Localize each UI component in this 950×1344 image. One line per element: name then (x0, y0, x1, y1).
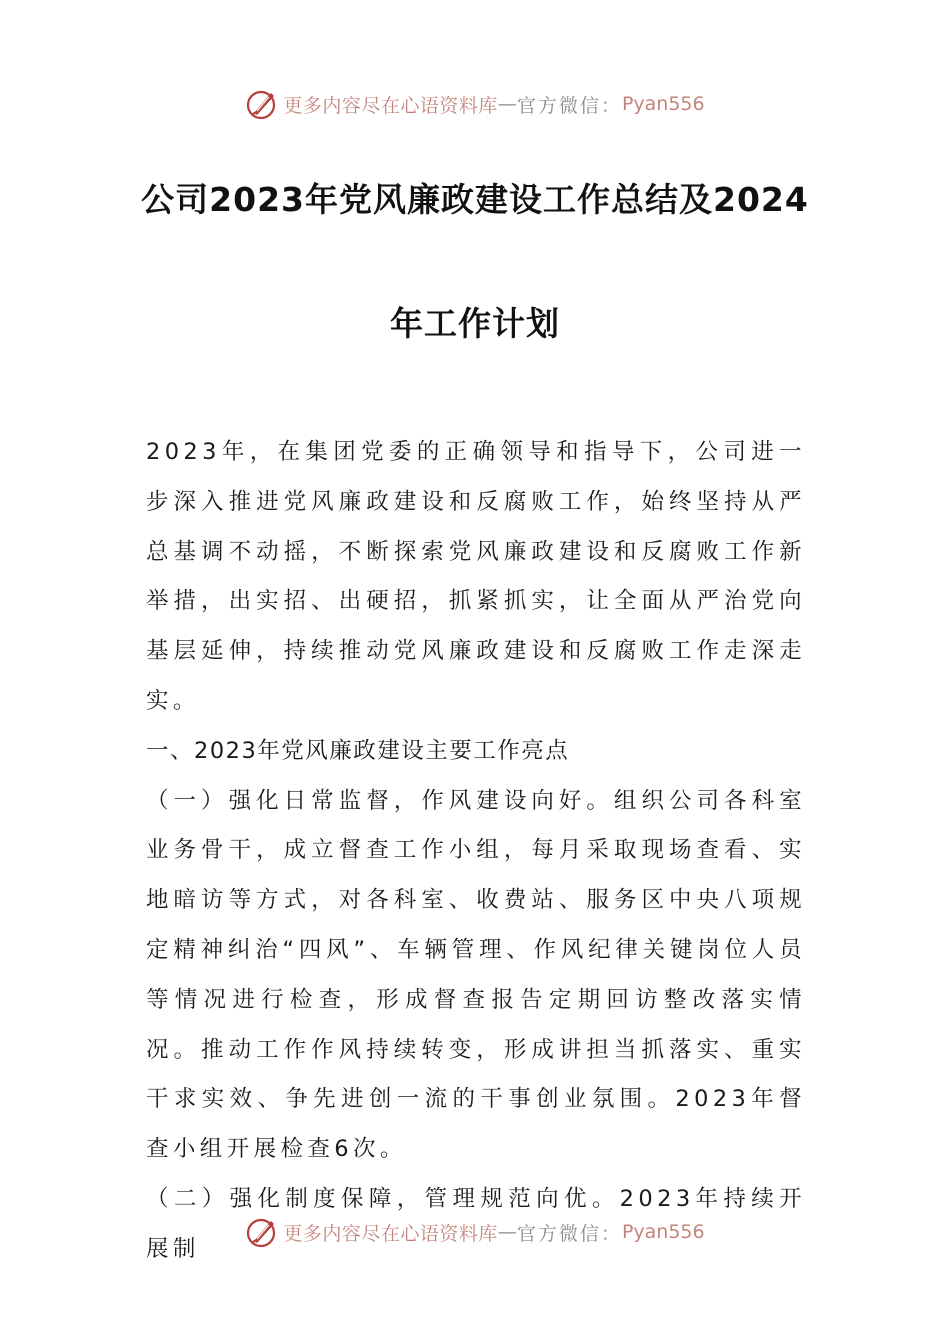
document-title-line-1: 公司2023年党风廉政建设工作总结及2024 (141, 180, 809, 219)
header-banner (0, 82, 950, 126)
document-title-line-2: 年工作计划 (390, 304, 560, 343)
separator: — (497, 93, 517, 115)
brand-text: 更多内容尽在心语资料库 (283, 1222, 498, 1245)
brand-text: 更多内容尽在心语资料库 (283, 94, 498, 117)
paragraph-intro: 2023年，在集团党委的正确领导和指导下，公司进一步深入推进党风廉政建设和反腐败工作，始终坚持从严总基调不动摇，不断探索党风廉政建设和反腐败工作新举措，出实招、出硬招，抓紧抓实，让全面从严治党向基层延伸，持续推动党风廉政建设和反腐败工作走深走实。 (146, 439, 806, 714)
section-heading: 一、2023年党风廉政建设主要工作亮点 (146, 737, 570, 764)
separator: — (497, 1221, 517, 1243)
quill-pen-logo-icon (245, 87, 279, 121)
quill-pen-logo-icon (245, 1215, 279, 1249)
wechat-label: 官方微信： (516, 94, 622, 117)
document-body (146, 428, 806, 1275)
paragraph-item-2: （二）强化制度保障，管理规范向优。2023年持续开展制 (146, 1185, 806, 1262)
wechat-id: Pyan556 (621, 93, 705, 115)
wechat-id: Pyan556 (621, 1221, 705, 1243)
footer-banner (0, 1210, 950, 1254)
wechat-label: 官方微信： (516, 1222, 622, 1245)
paragraph-item-1: （一）强化日常监督，作风建设向好。组织公司各科室业务骨干，成立督查工作小组，每月采取现场查看、实地暗访等方式，对各科室、收费站、服务区中央八项规定精神纠治“四风”、车辆管理、作风纪律关键岗位人员等情况进行检查，形成督查报告定期回访整改落实情况。推动工作作风持续转变，形成讲担当抓落实、重实干求实效、争先进创一流的干事创业氛围。2023年督查小组开展检查6次。 (146, 787, 806, 1163)
